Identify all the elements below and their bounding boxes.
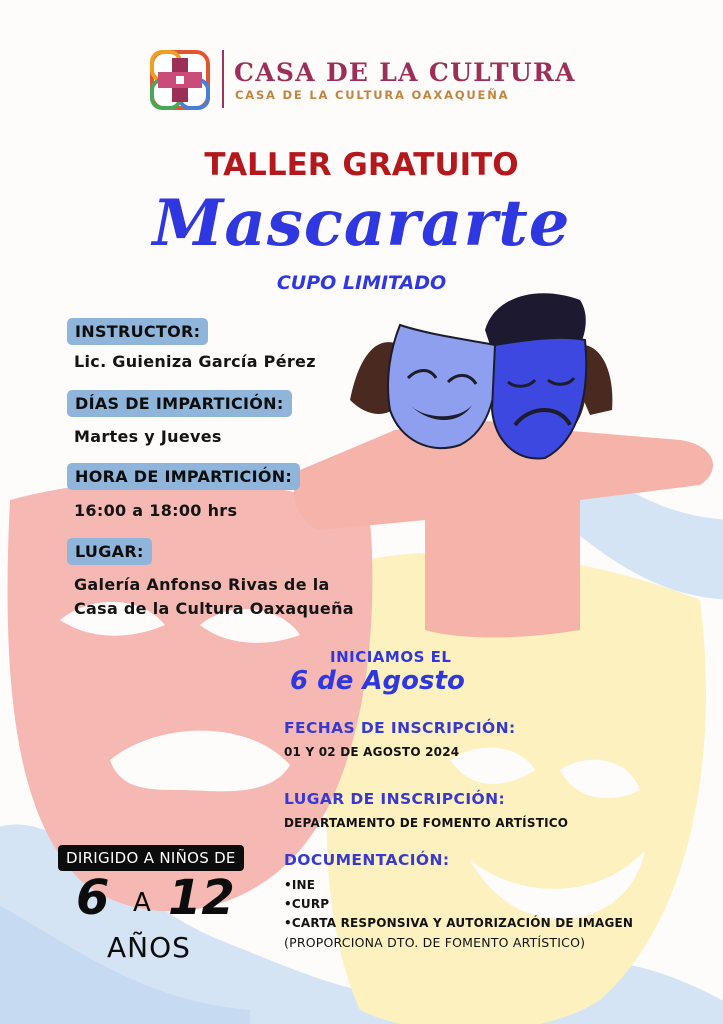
event-kicker: TALLER GRATUITO <box>204 147 519 183</box>
document-item: •INE <box>284 878 316 892</box>
casa-cultura-logo <box>150 50 210 110</box>
age-to: 12 <box>168 870 235 926</box>
registration-dates-title: FECHAS DE INSCRIPCIÓN: <box>284 719 516 737</box>
place-line-1: Galería Anfonso Rivas de la <box>74 575 330 594</box>
place-label: LUGAR: <box>67 538 152 565</box>
org-name: CASA DE LA CULTURA <box>234 58 576 87</box>
documents-list <box>284 876 633 933</box>
capacity-note: CUPO LIMITADO <box>276 272 447 294</box>
org-subtitle: CASA DE LA CULTURA OAXAQUEÑA <box>235 88 510 102</box>
documents-note: (PROPORCIONA DTO. DE FOMENTO ARTÍSTICO) <box>284 935 586 950</box>
age-unit: AÑOS <box>107 931 191 964</box>
documents-title: DOCUMENTACIÓN: <box>284 851 450 869</box>
instructor-label: INSTRUCTOR: <box>67 318 208 345</box>
audience-label: DIRIGIDO A NIÑOS DE <box>58 845 244 871</box>
days-label: DÍAS DE IMPARTICIÓN: <box>67 390 292 417</box>
registration-dates-value: 01 Y 02 DE AGOSTO 2024 <box>284 745 460 759</box>
document-item: •CURP <box>284 897 330 911</box>
age-connector: A <box>133 888 151 918</box>
hours-value: 16:00 a 18:00 hrs <box>74 501 238 520</box>
registration-place-title: LUGAR DE INSCRIPCIÓN: <box>284 790 506 808</box>
hours-label: HORA DE IMPARTICIÓN: <box>67 463 300 490</box>
header-divider <box>222 50 224 108</box>
start-date: 6 de Agosto <box>290 666 465 696</box>
start-label: INICIAMOS EL <box>330 648 452 666</box>
age-from: 6 <box>76 870 110 926</box>
instructor-value: Lic. Guieniza García Pérez <box>74 352 316 371</box>
registration-place-value: DEPARTAMENTO DE FOMENTO ARTÍSTICO <box>284 816 569 830</box>
place-line-2: Casa de la Cultura Oaxaqueña <box>74 599 354 618</box>
event-title: Mascararte <box>152 186 571 261</box>
days-value: Martes y Jueves <box>74 427 222 446</box>
document-item: •CARTA RESPONSIVA Y AUTORIZACIÓN DE IMAGEN <box>284 916 634 930</box>
